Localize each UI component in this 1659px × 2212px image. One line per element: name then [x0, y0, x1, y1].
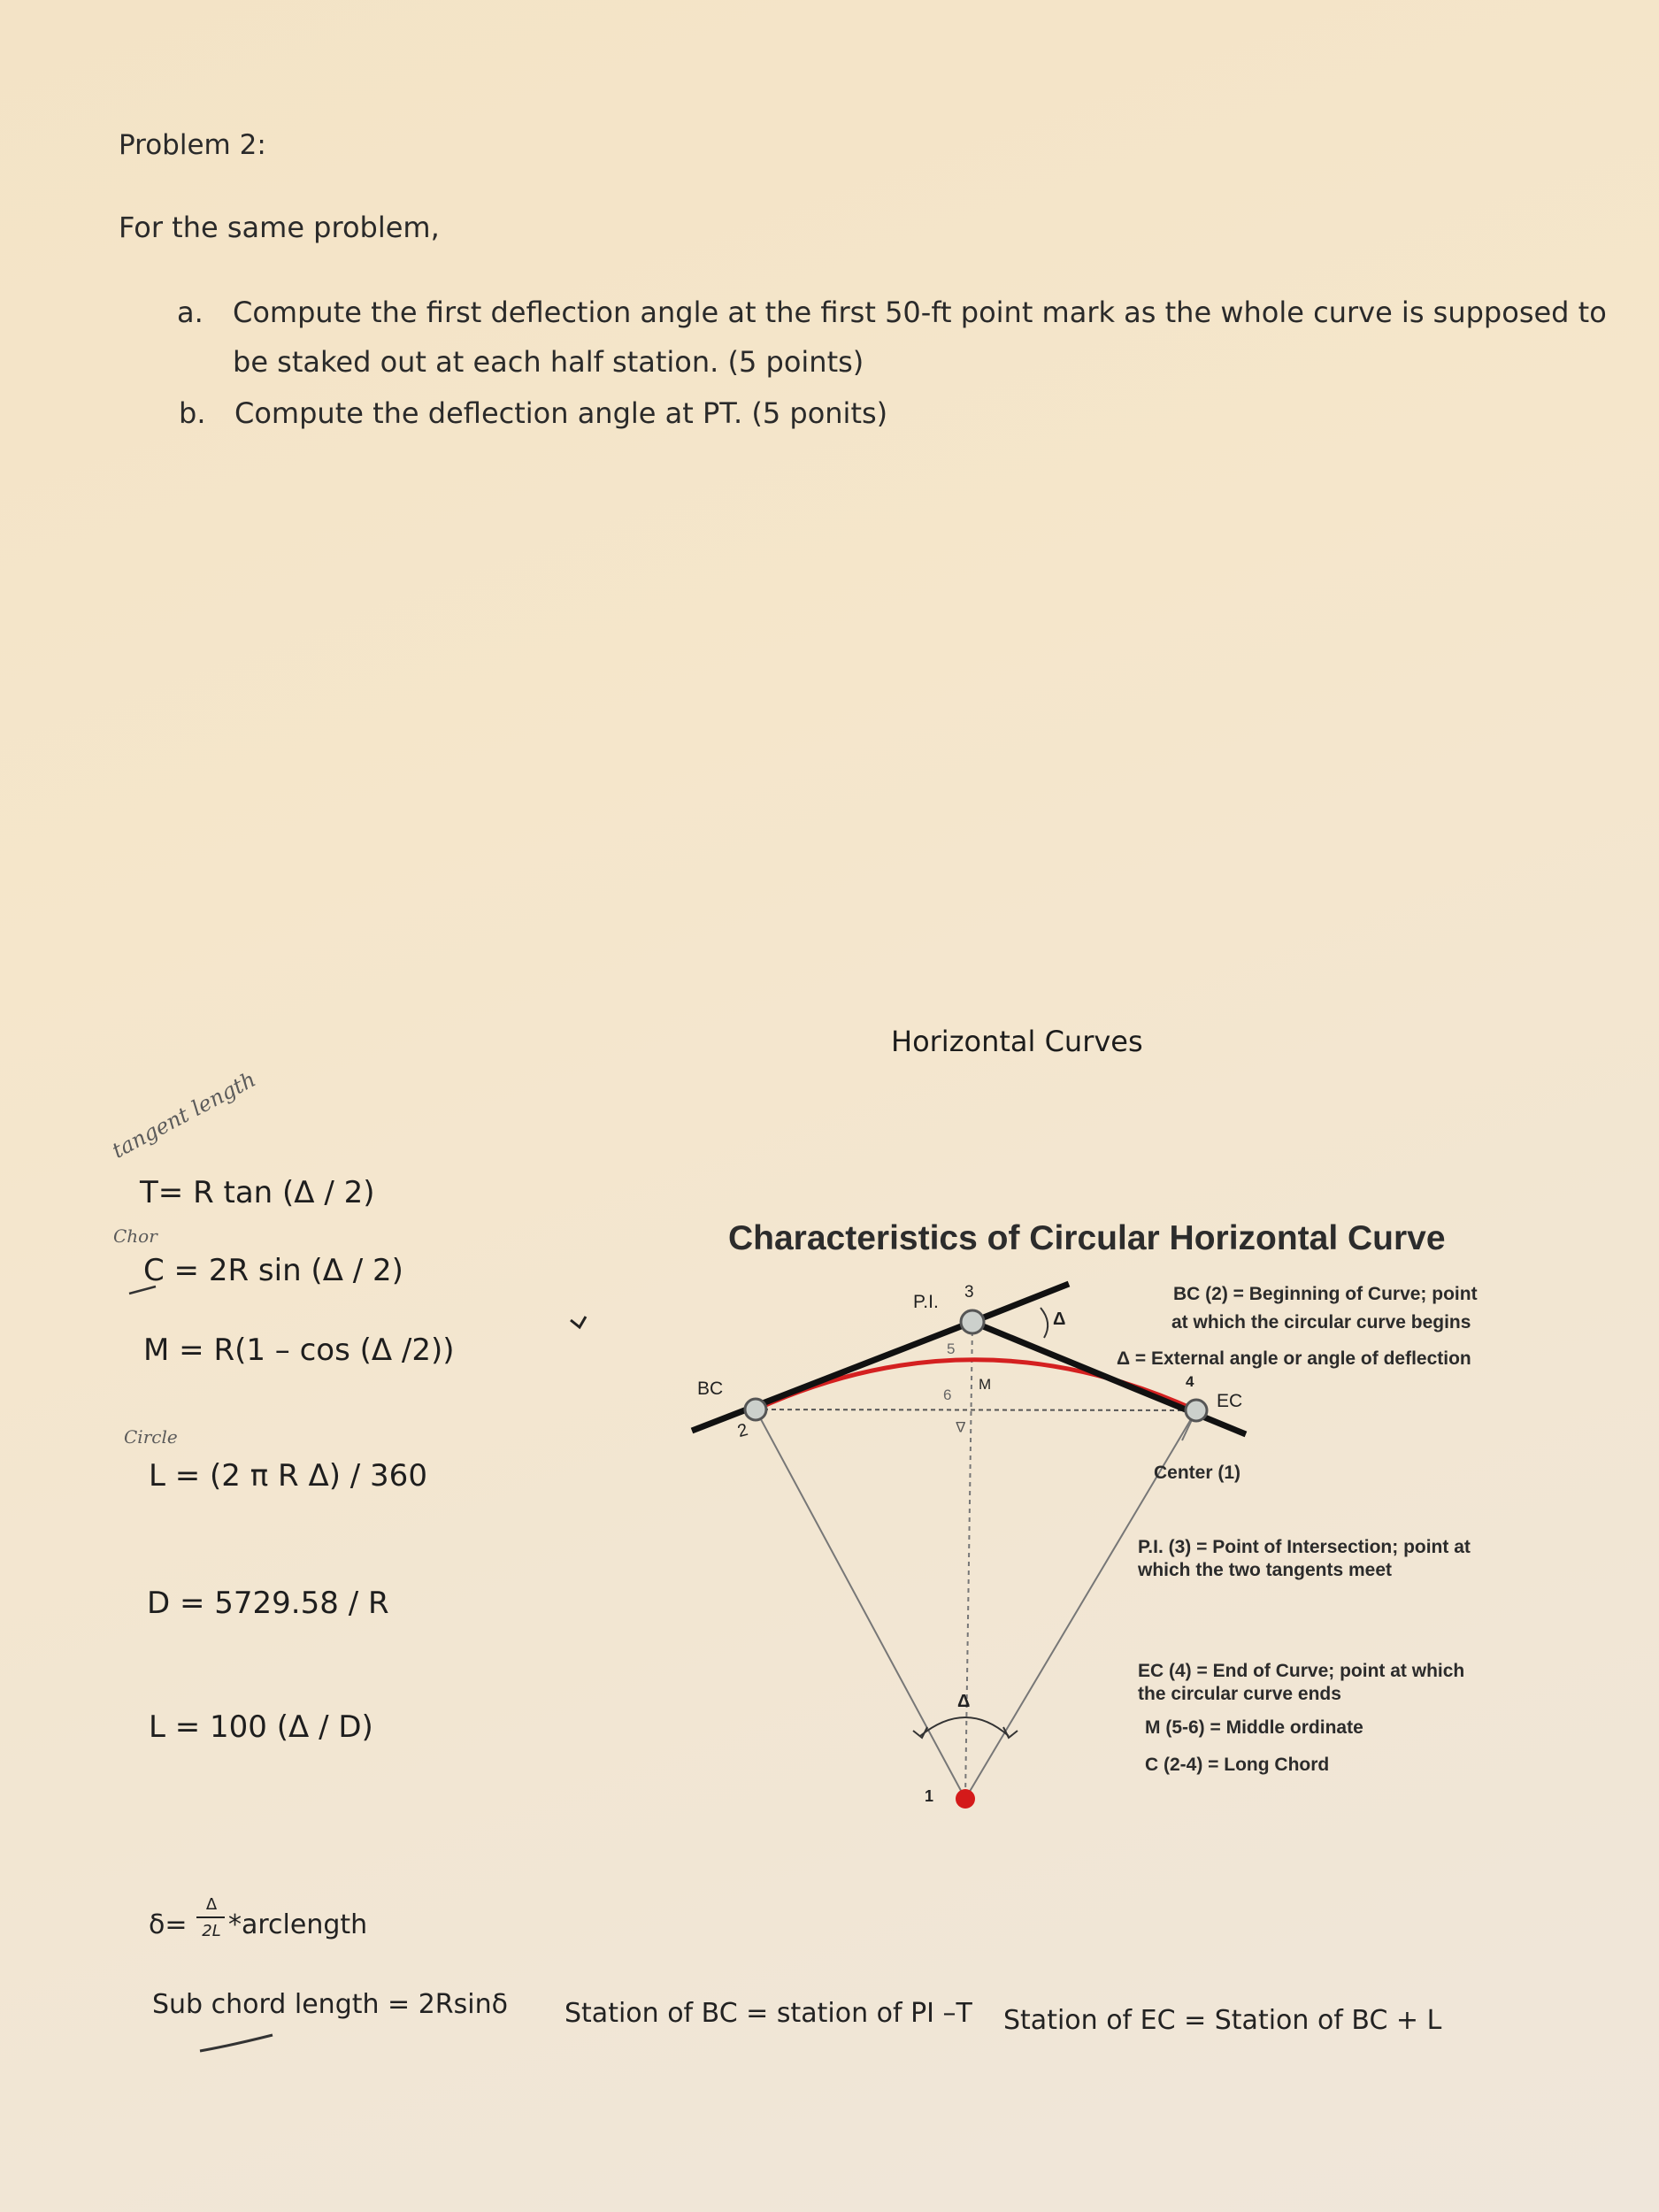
formula-degree: D = 5729.58 / R	[147, 1586, 389, 1621]
item-a-line1: Compute the first deflection angle at the first 50-ft point mark as the whole curve is supposed to	[233, 296, 1607, 329]
long-chord	[756, 1409, 1196, 1410]
label-point-5: 5	[947, 1340, 956, 1357]
label-delta-center: Δ	[957, 1692, 971, 1711]
formula-length-arc: L = (2 π R Δ) / 360	[149, 1458, 427, 1494]
problem-title: Problem 2:	[119, 129, 266, 161]
formula-deflection-numerator: Δ	[205, 1895, 218, 1914]
label-center-number: 1	[925, 1787, 934, 1805]
formula-deflection-denominator: 2L	[202, 1922, 221, 1940]
label-pi: P.I.	[913, 1292, 939, 1312]
formula-deflection-prefix: δ=	[149, 1909, 188, 1940]
legend-pi-line2: which the two tangents meet	[1138, 1560, 1393, 1580]
legend-pi-line1: P.I. (3) = Point of Intersection; point at	[1138, 1537, 1471, 1557]
handwritten-circle-note: Circle	[124, 1426, 178, 1448]
item-a-line2: be staked out at each half station. (5 points)	[233, 345, 864, 379]
formula-middle-ordinate: M = R(1 – cos (Δ /2))	[143, 1333, 455, 1368]
legend-ec-line2: the circular curve ends	[1138, 1684, 1341, 1704]
label-bc-number: 2	[735, 1419, 750, 1442]
label-point-6: 6	[943, 1386, 952, 1403]
label-delta-deflection: Δ	[1053, 1310, 1066, 1329]
label-bc: BC	[697, 1379, 724, 1399]
label-ec: EC	[1217, 1391, 1243, 1411]
formula-subchord: Sub chord length = 2Rsinδ	[152, 1989, 508, 2020]
station-bc: Station of BC = station of PI –T	[565, 1998, 972, 2029]
diagram-title: Characteristics of Circular Horizontal Curve	[728, 1219, 1446, 1257]
formula-deflection-suffix: *arclength	[228, 1909, 368, 1940]
legend-ec-line1: EC (4) = End of Curve; point at which	[1138, 1661, 1465, 1681]
item-b-line1: Compute the deflection angle at PT. (5 ponits)	[234, 396, 888, 430]
point-center	[956, 1789, 975, 1809]
item-b-marker: b.	[179, 396, 206, 430]
legend-bc-line1: BC (2) = Beginning of Curve; point	[1173, 1284, 1478, 1304]
problem-intro: For the same problem,	[119, 211, 440, 244]
deflection-angle-arc	[1041, 1308, 1048, 1338]
label-ec-number: 4	[1186, 1373, 1194, 1390]
point-ec	[1186, 1400, 1207, 1421]
legend-bc-line2: at which the circular curve begins	[1171, 1312, 1471, 1333]
point-bc	[745, 1399, 766, 1420]
section-title: Horizontal Curves	[891, 1025, 1143, 1058]
arc-arrow-right	[1003, 1727, 1018, 1738]
legend-center: Center (1)	[1154, 1463, 1241, 1483]
arc-arrow-left	[913, 1727, 927, 1738]
label-delta-axis: Δ	[956, 1418, 966, 1435]
handwritten-tangent-note: tangent length	[108, 1066, 260, 1164]
station-ec: Station of EC = Station of BC + L	[1003, 2005, 1442, 2036]
formula-chord: C = 2R sin (Δ / 2)	[143, 1253, 403, 1288]
item-a-marker: a.	[177, 296, 204, 329]
legend-c: C (2-4) = Long Chord	[1145, 1755, 1330, 1775]
central-angle-arc	[920, 1717, 1009, 1736]
point-pi	[961, 1310, 984, 1333]
label-m: M	[979, 1376, 992, 1393]
legend-delta: Δ = External angle or angle of deflection	[1117, 1348, 1471, 1369]
formula-length-degree: L = 100 (Δ / D)	[149, 1709, 373, 1745]
label-pi-number: 3	[964, 1283, 974, 1302]
radius-line-bc	[756, 1409, 965, 1799]
back-tangent	[692, 1322, 972, 1431]
legend-m: M (5-6) = Middle ordinate	[1145, 1717, 1363, 1738]
formula-tangent: T= R tan (Δ / 2)	[140, 1175, 375, 1210]
axis-line	[965, 1323, 972, 1799]
handwritten-chord-note: Chor	[113, 1225, 157, 1247]
